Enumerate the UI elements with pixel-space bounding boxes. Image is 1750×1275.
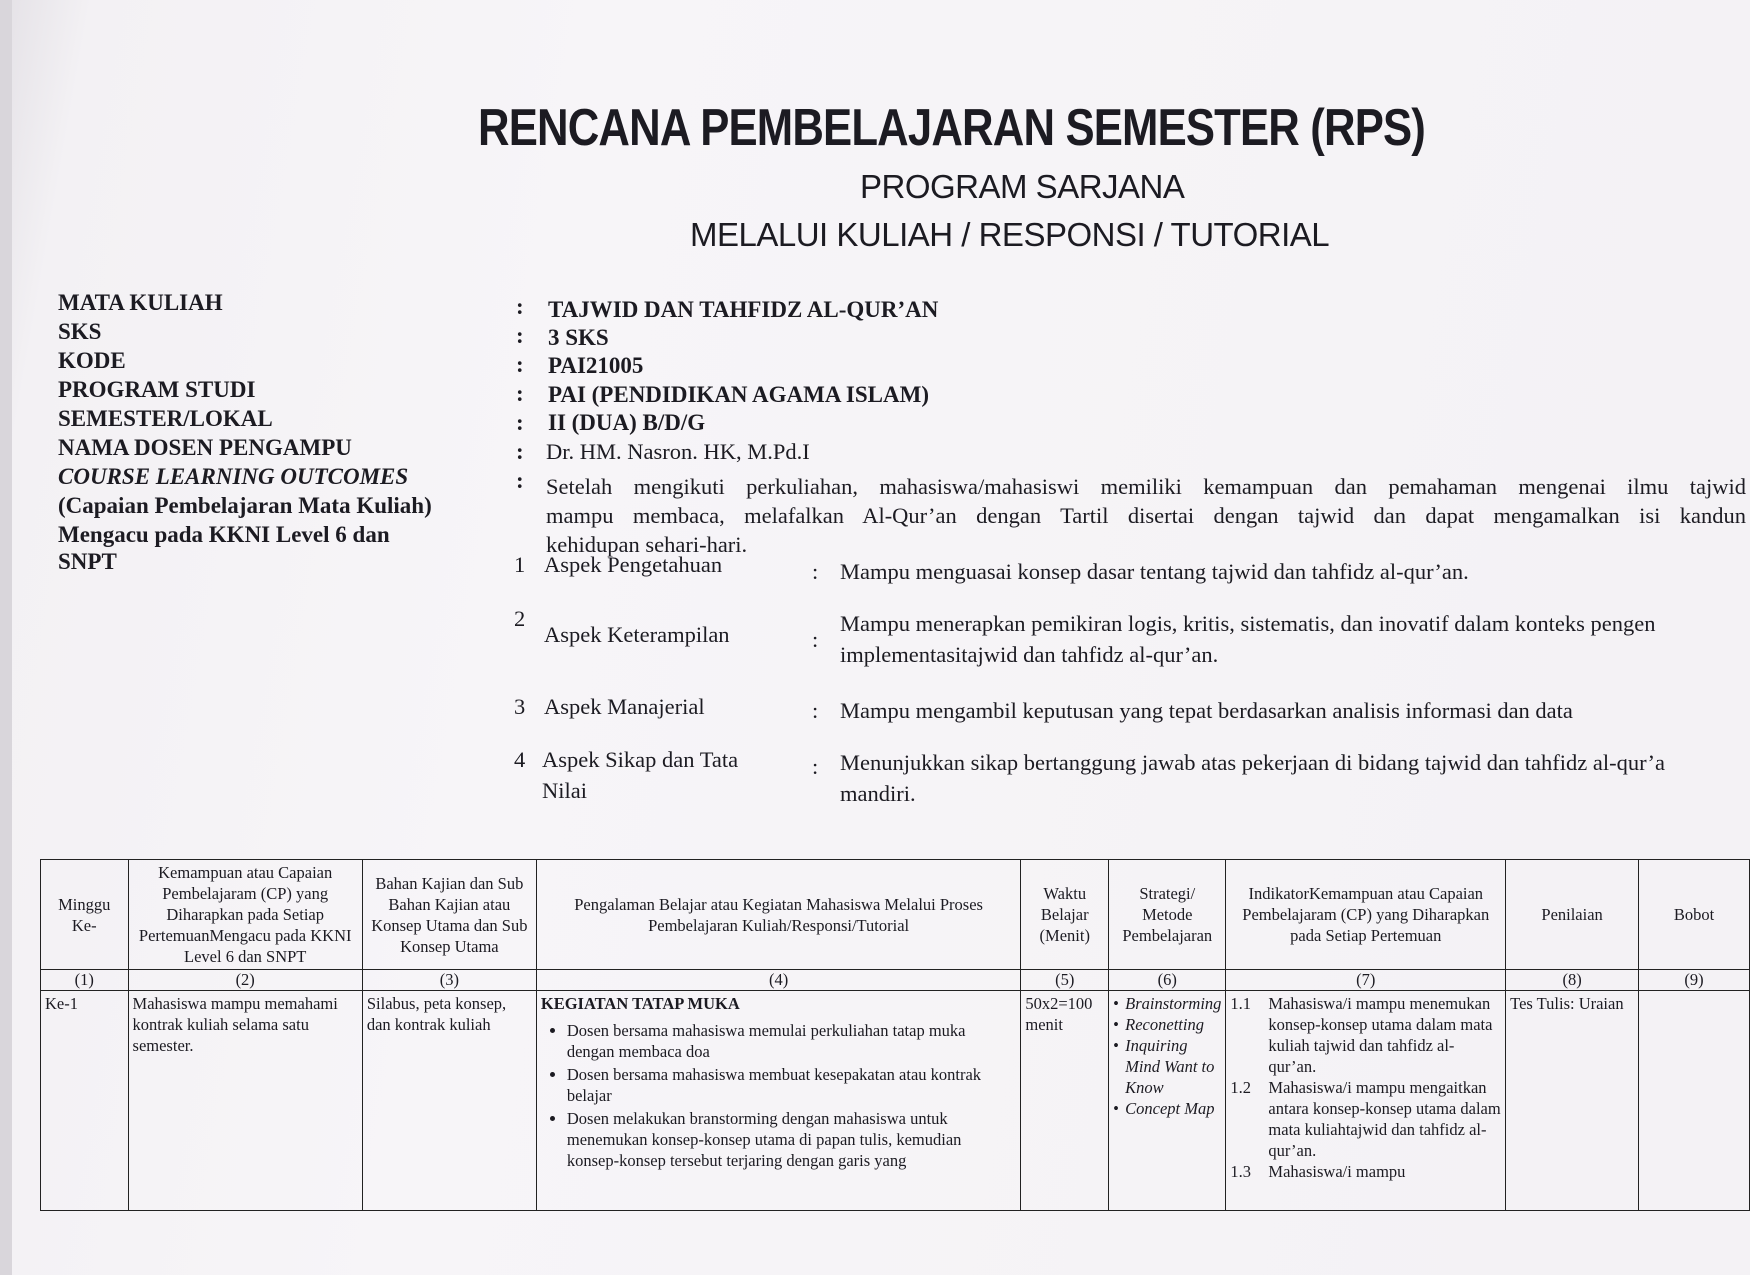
column-number: (6) [1109, 970, 1226, 991]
colon: : [812, 698, 819, 723]
indicator-item [1230, 993, 1501, 1077]
aspect-text-attitude-cont: mandiri. [840, 781, 916, 806]
column-number: (8) [1506, 970, 1639, 991]
info-label-code: KODE [58, 348, 126, 373]
aspect-label-attitude-cont: Nilai [542, 778, 587, 803]
column-number: (1) [41, 970, 129, 991]
header-time: Waktu Belajar (Menit) [1021, 860, 1109, 970]
colon: : [516, 439, 524, 464]
info-value-program: PAI (PENDIDIKAN AGAMA ISLAM) [548, 382, 929, 407]
column-number: (7) [1226, 970, 1506, 991]
indicator-item [1230, 1077, 1501, 1161]
column-number: (2) [128, 970, 362, 991]
colon: : [812, 559, 819, 584]
info-value-course: TAJWID DAN TAHFIDZ AL-QUR’AN [548, 297, 939, 322]
colon: : [516, 381, 524, 406]
header-week: Minggu Ke- [41, 860, 129, 970]
activity-list [541, 1020, 1017, 1171]
info-value-code: PAI21005 [548, 353, 644, 378]
aspect-label-managerial: Aspek Manajerial [544, 694, 705, 719]
column-number: (5) [1021, 970, 1109, 991]
aspect-text-attitude: Menunjukkan sikap bertanggung jawab atas pekerjaan di bidang tajwid dan tahfidz al-qur’a [840, 750, 1665, 775]
header-material: Bahan Kajian dan Sub Bahan Kajian atau Konsep Utama dan Sub Konsep Utama [362, 860, 536, 970]
indicator-item [1230, 1161, 1501, 1182]
document-title: RENCANA PEMBELAJARAN SEMESTER (RPS) [478, 99, 1426, 157]
list-item: • Dosen melakukan branstorming dengan mahasiswa untuk menemukan konsep-konsep utama di papan tulis, kemudian konsep-konsep tersebut terjaring dengan garis yang [567, 1108, 1017, 1171]
header-activity: Pengalaman Belajar atau Kegiatan Mahasiswa Melalui Proses Pembelajaran Kuliah/Responsi/Tutorial [536, 860, 1021, 970]
column-number: (4) [536, 970, 1021, 991]
aspect-number: 1 [514, 552, 526, 577]
clo-description-line: Setelah mengikuti perkuliahan, mahasiswa/mahasiswi memiliki kemampuan dan pemahaman mengenai ilmu tajwid [546, 474, 1746, 499]
info-label-sks: SKS [58, 319, 102, 344]
cell-material: Silabus, peta konsep, dan kontrak kuliah [362, 991, 536, 1211]
column-number: (3) [362, 970, 536, 991]
list-item: • Dosen bersama mahasiswa membuat kesepakatan atau kontrak belajar [567, 1064, 1017, 1106]
cell-activity [536, 991, 1021, 1211]
rps-table [40, 859, 1750, 1211]
info-value-sks: 3 SKS [548, 325, 609, 350]
info-value-semester: II (DUA) B/D/G [548, 410, 706, 435]
table-row [41, 991, 1750, 1211]
sheet-edge [0, 0, 12, 1275]
aspect-text-managerial: Mampu mengambil keputusan yang tepat berdasarkan analisis informasi dan data [840, 698, 1573, 723]
indicator-text: Mahasiswa/i mampu [1268, 1162, 1406, 1181]
activity-title: KEGIATAN TATAP MUKA [540, 994, 740, 1013]
header-weight: Bobot [1639, 860, 1750, 970]
aspect-label-attitude: Aspek Sikap dan Tata [542, 747, 739, 772]
info-label-lecturer: NAMA DOSEN PENGAMPU [58, 435, 352, 460]
info-label-clo-sub-3: SNPT [58, 549, 117, 574]
indicator-number: 1.3 [1230, 1162, 1252, 1181]
strategy-list [1113, 993, 1221, 1119]
info-label-clo: COURSE LEARNING OUTCOMES [58, 464, 409, 489]
aspect-number: 3 [514, 694, 526, 719]
list-item: • Inquiring Mind Want to Know [1113, 1035, 1221, 1098]
indicator-text: Mahasiswa/i mampu mengaitkan antara konsep-konsep utama dalam mata kuliahtajwid dan tahfidz al-qur’an. [1268, 1078, 1501, 1160]
aspect-text-knowledge: Mampu menguasai konsep dasar tentang tajwid dan tahfidz al-qur’an. [840, 559, 1469, 584]
header-strategy: Strategi/ Metode Pembelajaran [1109, 860, 1226, 970]
colon: : [516, 410, 524, 435]
header-cp: Kemampuan atau Capaian Pembelajaram (CP) yang Diharapkan pada Setiap PertemuanMengacu pada KKNI Level 6 dan SNPT [128, 860, 362, 970]
info-label-semester: SEMESTER/LOKAL [58, 406, 273, 431]
aspect-label-knowledge: Aspek Pengetahuan [544, 552, 723, 577]
colon: : [516, 352, 524, 377]
colon: : [516, 323, 524, 348]
clo-description [546, 472, 1746, 559]
cell-cp: Mahasiswa mampu memahami kontrak kuliah selama satu semester. [128, 991, 362, 1211]
document-subtitle-program: PROGRAM SARJANA [860, 168, 1185, 205]
cell-assessment: Tes Tulis: Uraian [1506, 991, 1639, 1211]
info-label-clo-sub-1: (Capaian Pembelajaran Mata Kuliah) [58, 493, 432, 518]
aspect-number: 2 [514, 606, 526, 631]
aspect-text-skills: Mampu menerapkan pemikiran logis, kritis, sistematis, dan inovatif dalam konteks pengen [840, 611, 1656, 636]
list-item: • Dosen bersama mahasiswa memulai perkuliahan tatap muka dengan membaca doa [567, 1020, 1017, 1062]
header-assessment: Penilaian [1506, 860, 1639, 970]
list-item: • Brainstorming [1113, 993, 1221, 1014]
info-label-program: PROGRAM STUDI [58, 377, 256, 402]
header-indicator: IndikatorKemampuan atau Capaian Pembelajaram (CP) yang Diharapkan pada Setiap Pertemuan [1226, 860, 1506, 970]
colon: : [516, 468, 524, 493]
cell-indicator [1226, 991, 1506, 1211]
aspect-text-skills-cont: implementasitajwid dan tahfidz al-qur’an. [840, 642, 1219, 667]
cell-time: 50x2=100 menit [1021, 991, 1109, 1211]
colon: : [812, 754, 819, 779]
cell-weight [1639, 991, 1750, 1211]
aspect-label-skills: Aspek Keterampilan [544, 622, 730, 647]
clo-description-line: mampu membaca, melafalkan Al-Qur’an dengan Tartil disertai dengan tajwid dan dapat mengamalkan isi kandun [546, 503, 1746, 528]
info-label-clo-sub-2: Mengacu pada KKNI Level 6 dan [58, 522, 390, 547]
indicator-number: 1.2 [1230, 1078, 1252, 1097]
info-label-course: MATA KULIAH [58, 290, 223, 315]
cell-week: Ke-1 [41, 991, 129, 1211]
cell-strategy [1109, 991, 1226, 1211]
column-number: (9) [1639, 970, 1750, 991]
aspect-number: 4 [514, 747, 526, 772]
clo-description-line: kehidupan sehari-hari. [546, 532, 748, 557]
colon: : [812, 627, 819, 652]
indicator-text: Mahasiswa/i mampu menemukan konsep-konsep utama dalam mata kuliah tajwid dan tahfidz al-qur’an. [1268, 994, 1493, 1076]
document-subtitle-method: MELALUI KULIAH / RESPONSI / TUTORIAL [690, 216, 1330, 253]
list-item: • Concept Map [1113, 1098, 1221, 1119]
list-item: • Reconetting [1113, 1014, 1221, 1035]
colon: : [516, 294, 524, 319]
info-value-lecturer: Dr. HM. Nasron. HK, M.Pd.I [546, 439, 810, 464]
indicator-number: 1.1 [1230, 994, 1252, 1013]
